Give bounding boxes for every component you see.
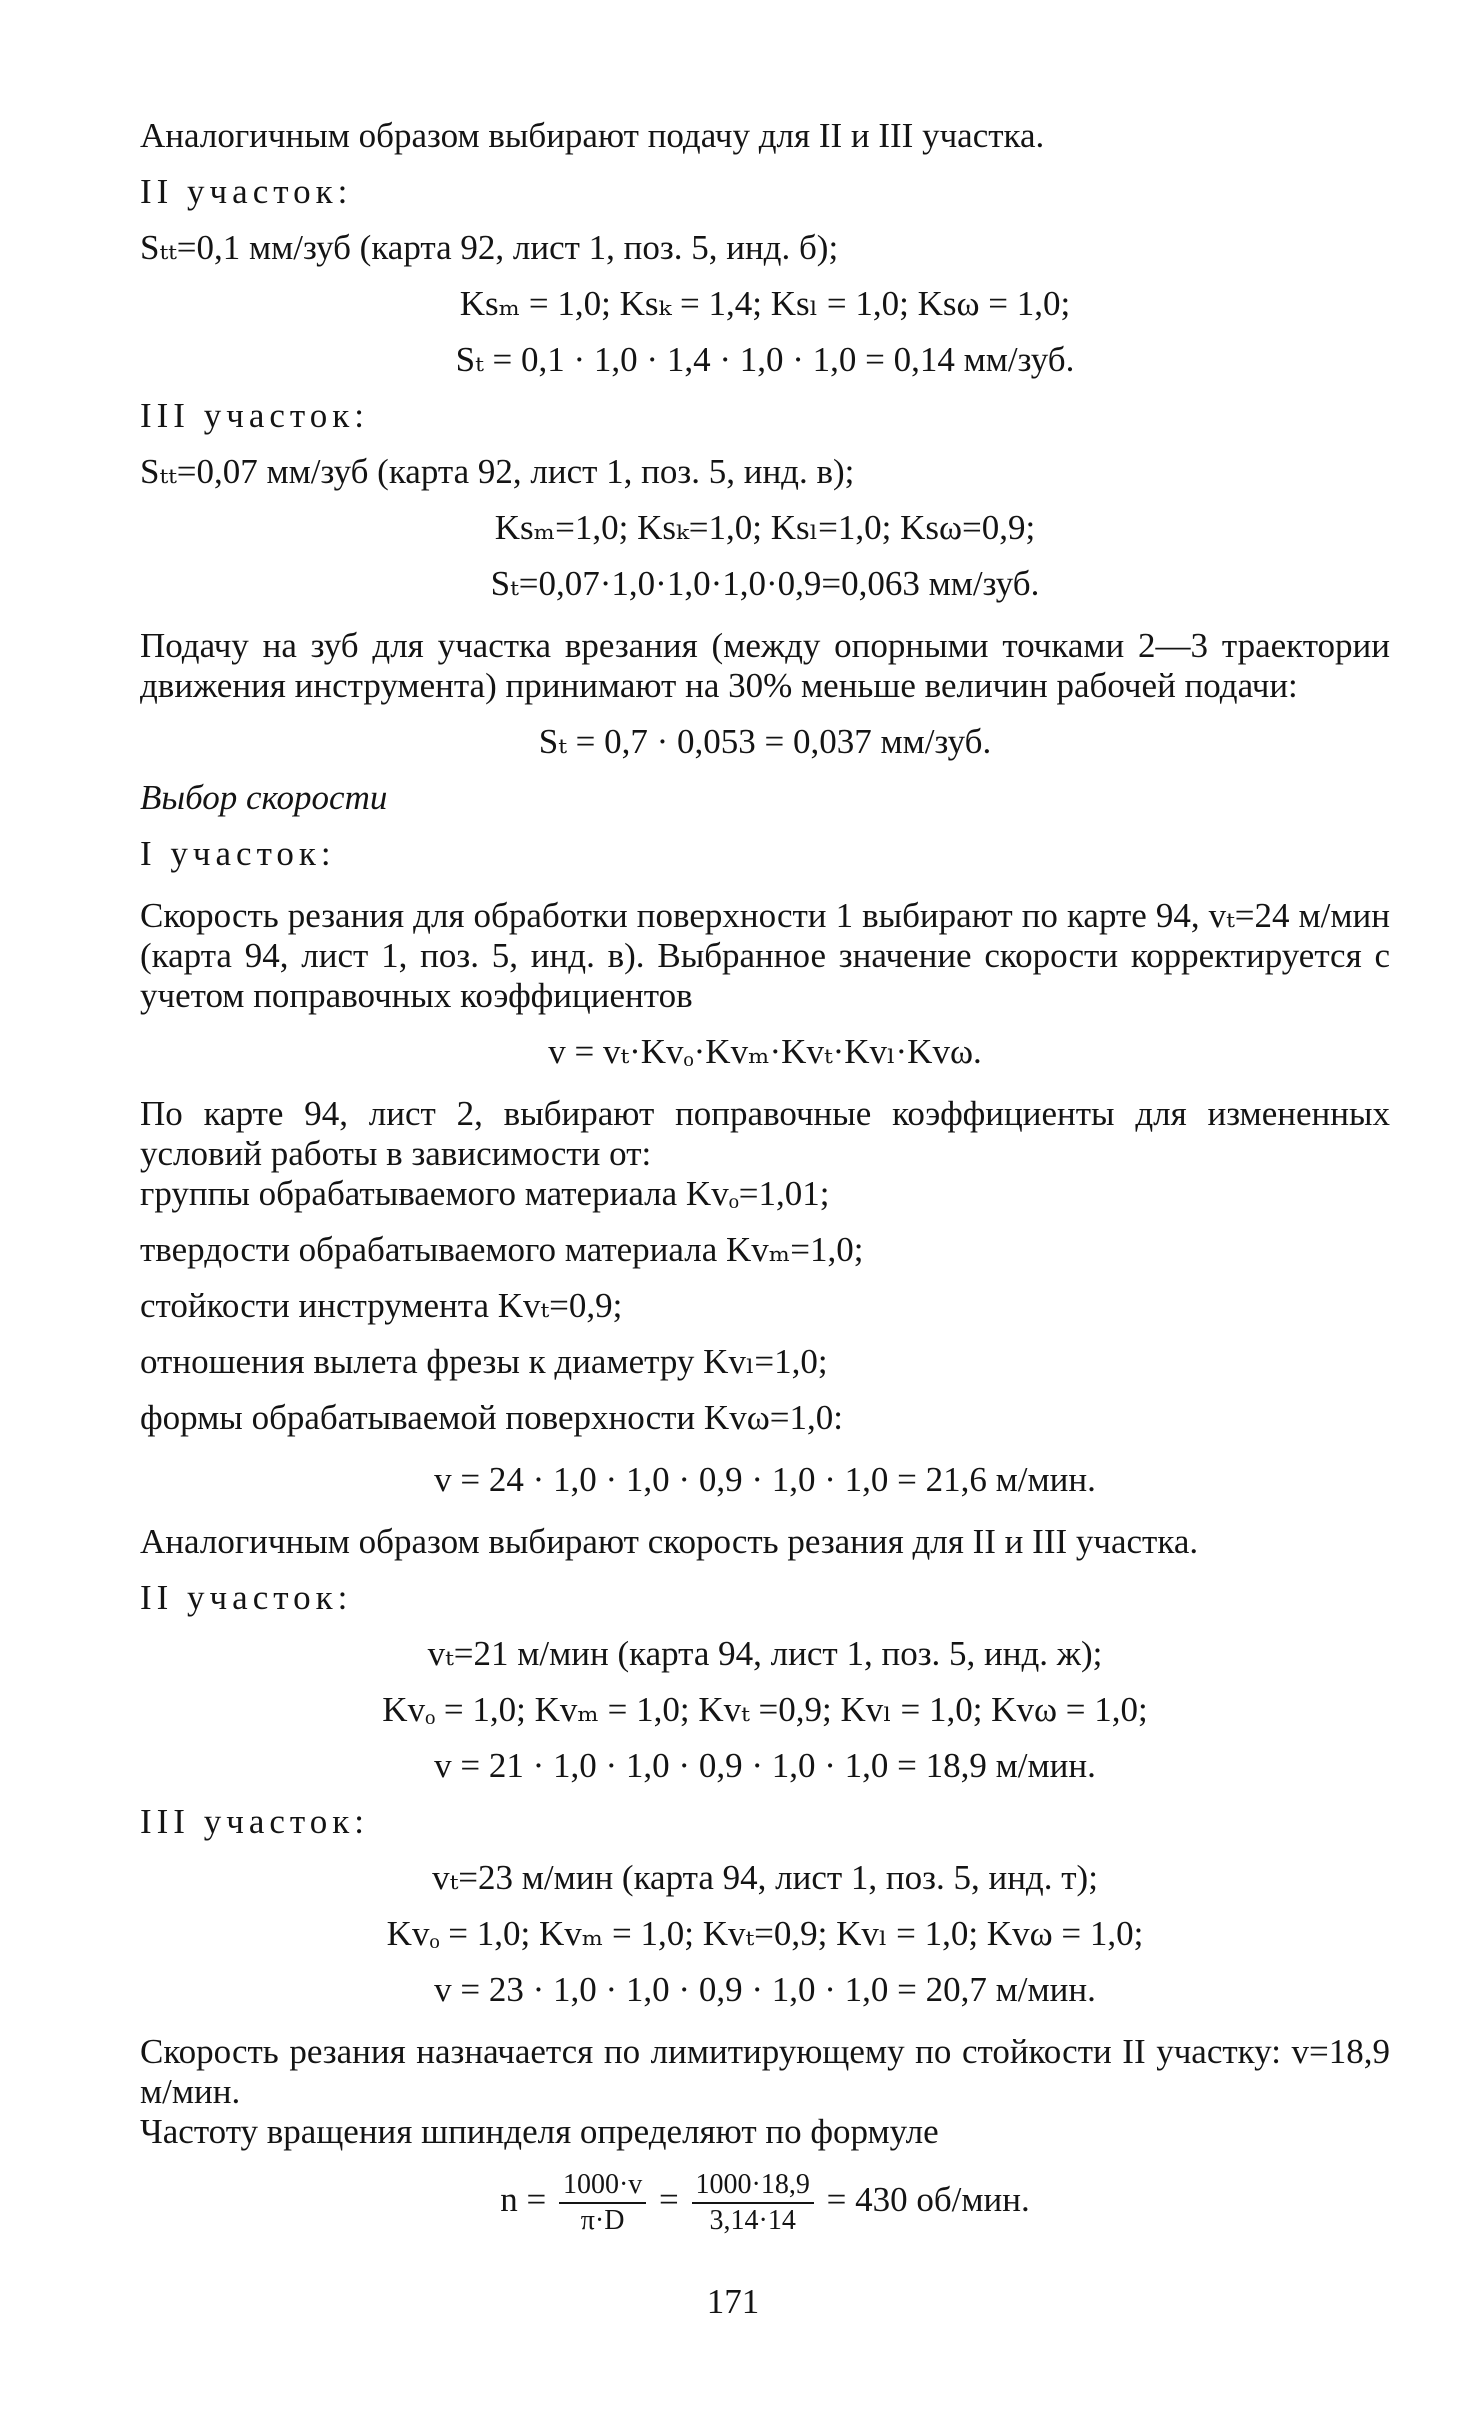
paragraph-correction-factors: По карте 94, лист 2, выбирают поправочные коэффициенты для измененных условий работы в зависимости от:: [140, 1094, 1390, 1173]
factor-list-item: твердости обрабатываемого материала Kvₘ=1,0;: [140, 1230, 864, 1269]
speed-2-calculation: v = 21 · 1,0 · 1,0 · 0,9 · 1,0 · 1,0 = 18,9 м/мин.: [434, 1746, 1096, 1785]
factor-list-item: отношения вылета фрезы к диаметру Kvₗ=1,0;: [140, 1342, 828, 1381]
paragraph-intro-feed: Аналогичным образом выбирают подачу для II и III участка.: [140, 116, 1045, 155]
paragraph-limiting-speed: Скорость резания назначается по лимитирующему по стойкости II участку: v=18,9 м/мин.: [140, 2032, 1390, 2111]
fraction-numerator: 1000·18,9: [692, 2168, 814, 2204]
paragraph-spindle-speed: Частоту вращения шпинделя определяют по формуле: [140, 2112, 939, 2151]
speed-3-coefficients: Kvₒ = 1,0; Kvₘ = 1,0; Kvₜ=0,9; Kvₗ = 1,0; Kvω = 1,0;: [386, 1914, 1144, 1953]
formula-equals: =: [659, 2180, 679, 2220]
feed-3-base: Sₜₜ=0,07 мм/зуб (карта 92, лист 1, поз. 5, инд. в);: [140, 452, 855, 491]
section-heading-part-1: I участок:: [140, 834, 336, 873]
section-heading-part-3: III участок:: [140, 396, 369, 435]
section-heading-part-3-speed: III участок:: [140, 1802, 369, 1841]
fraction-numeric: [692, 2168, 814, 2238]
fraction-denominator: 3,14·14: [709, 2205, 796, 2236]
formula-lhs: n =: [500, 2180, 547, 2220]
factor-list-item: группы обрабатываемого материала Kvₒ=1,01;: [140, 1174, 830, 1213]
speed-2-coefficients: Kvₒ = 1,0; Kvₘ = 1,0; Kvₜ =0,9; Kvₗ = 1,0; Kvω = 1,0;: [382, 1690, 1148, 1729]
page-body: [140, 100, 1390, 2238]
fraction-symbolic: [559, 2168, 646, 2238]
speed-1-calculation: v = 24 · 1,0 · 1,0 · 0,9 · 1,0 · 1,0 = 21,6 м/мин.: [434, 1460, 1096, 1499]
factor-list-item: формы обрабатываемой поверхности Kvω=1,0:: [140, 1398, 843, 1437]
paragraph-plunge-feed: Подачу на зуб для участка врезания (между опорными точками 2—3 траектории движения инструмента) принимают на 30% меньше величин рабочей подачи:: [140, 626, 1390, 705]
feed-2-coefficients: Ksₘ = 1,0; Ksₖ = 1,4; Ksₗ = 1,0; Ksω = 1,0;: [459, 284, 1071, 323]
page-number: 171: [706, 2282, 760, 2321]
feed-2-calculation: Sₜ = 0,1 · 1,0 · 1,4 · 1,0 · 1,0 = 0,14 мм/зуб.: [455, 340, 1075, 379]
plunge-feed-calculation: Sₜ = 0,7 · 0,053 = 0,037 мм/зуб.: [538, 722, 992, 761]
section-heading-part-2: II участок:: [140, 172, 353, 211]
spindle-speed-formula: [140, 2168, 1390, 2238]
speed-2-base: vₜ=21 м/мин (карта 94, лист 1, поз. 5, инд. ж);: [427, 1634, 1103, 1673]
fraction-denominator: π·D: [580, 2205, 625, 2236]
feed-3-calculation: Sₜ=0,07·1,0·1,0·1,0·0,9=0,063 мм/зуб.: [490, 564, 1040, 603]
speed-selection-heading: Выбор скорости: [140, 778, 388, 817]
speed-formula: v = vₜ·Kvₒ·Kvₘ·Kvₜ·Kvₗ·Kvω.: [548, 1032, 982, 1071]
speed-3-base: vₜ=23 м/мин (карта 94, лист 1, поз. 5, инд. т);: [432, 1858, 1098, 1897]
feed-2-base: Sₜₜ=0,1 мм/зуб (карта 92, лист 1, поз. 5, инд. б);: [140, 228, 839, 267]
paragraph-intro-speed: Аналогичным образом выбирают скорость резания для II и III участка.: [140, 1522, 1199, 1561]
paragraph-cutting-speed: Скорость резания для обработки поверхности 1 выбирают по карте 94, vₜ=24 м/мин (карта 94, лист 1, поз. 5, инд. в). Выбранное значение скорости корректируется с учетом поправочных коэффициентов: [140, 896, 1390, 1015]
formula-result: = 430 об/мин.: [826, 2180, 1030, 2220]
factor-list-item: стойкости инструмента Kvₜ=0,9;: [140, 1286, 623, 1325]
speed-3-calculation: v = 23 · 1,0 · 1,0 · 0,9 · 1,0 · 1,0 = 20,7 м/мин.: [434, 1970, 1096, 2009]
feed-3-coefficients: Ksₘ=1,0; Ksₖ=1,0; Ksₗ=1,0; Ksω=0,9;: [494, 508, 1036, 547]
section-heading-part-2-speed: II участок:: [140, 1578, 353, 1617]
fraction-numerator: 1000·v: [559, 2168, 646, 2204]
